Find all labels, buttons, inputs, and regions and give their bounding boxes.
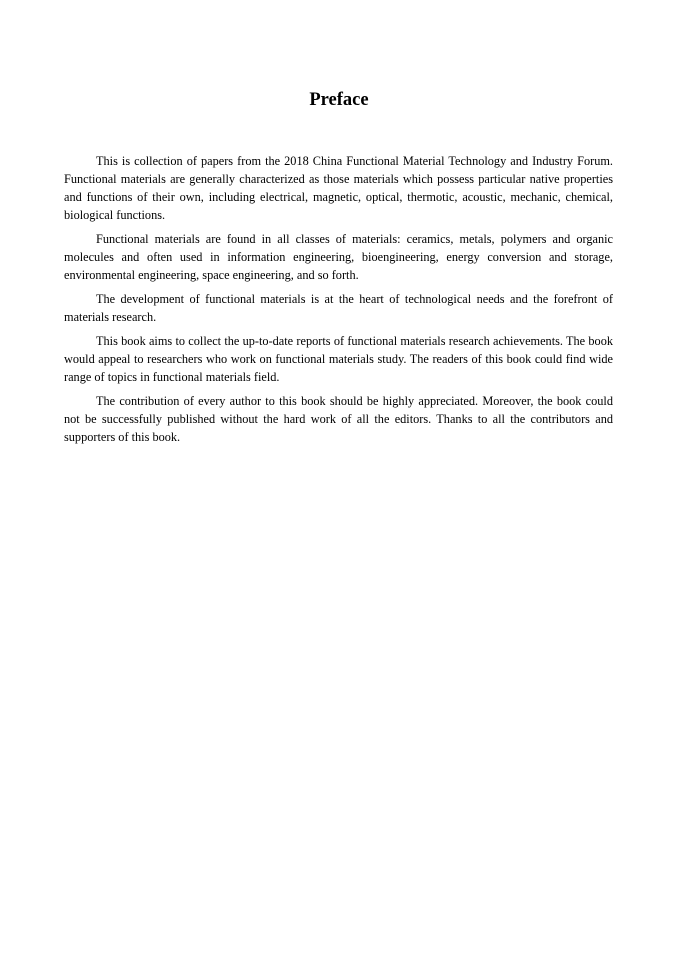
preface-body [64,152,613,452]
page-title: Preface [309,90,369,110]
paragraph-3: The development of functional materials is at the heart of technological needs and the forefront of materials research. [64,292,613,324]
paragraph-1: This is collection of papers from the 2018 China Functional Material Technology and Industry Forum. Functional materials are generally characterized as those materials which possess particular native properties and functions of their own, including electrical, magnetic, optical, thermotic, acoustic, mechanic, chemical, biological functions. [64,154,613,222]
paragraph-4: This book aims to collect the up-to-date reports of functional materials research achievements. The book would appeal to researchers who work on functional materials study. The readers of this book could find wide range of topics in functional materials field. [64,334,613,384]
paragraph-2: Functional materials are found in all classes of materials: ceramics, metals, polymers and organic molecules and often used in information engineering, bioengineering, energy conversion and storage, environmental engineering, space engineering, and so forth. [64,232,613,282]
paragraph-5: The contribution of every author to this book should be highly appreciated. Moreover, the book could not be successfully published without the hard work of all the editors. Thanks to all the contributors and supporters of this book. [64,394,613,444]
